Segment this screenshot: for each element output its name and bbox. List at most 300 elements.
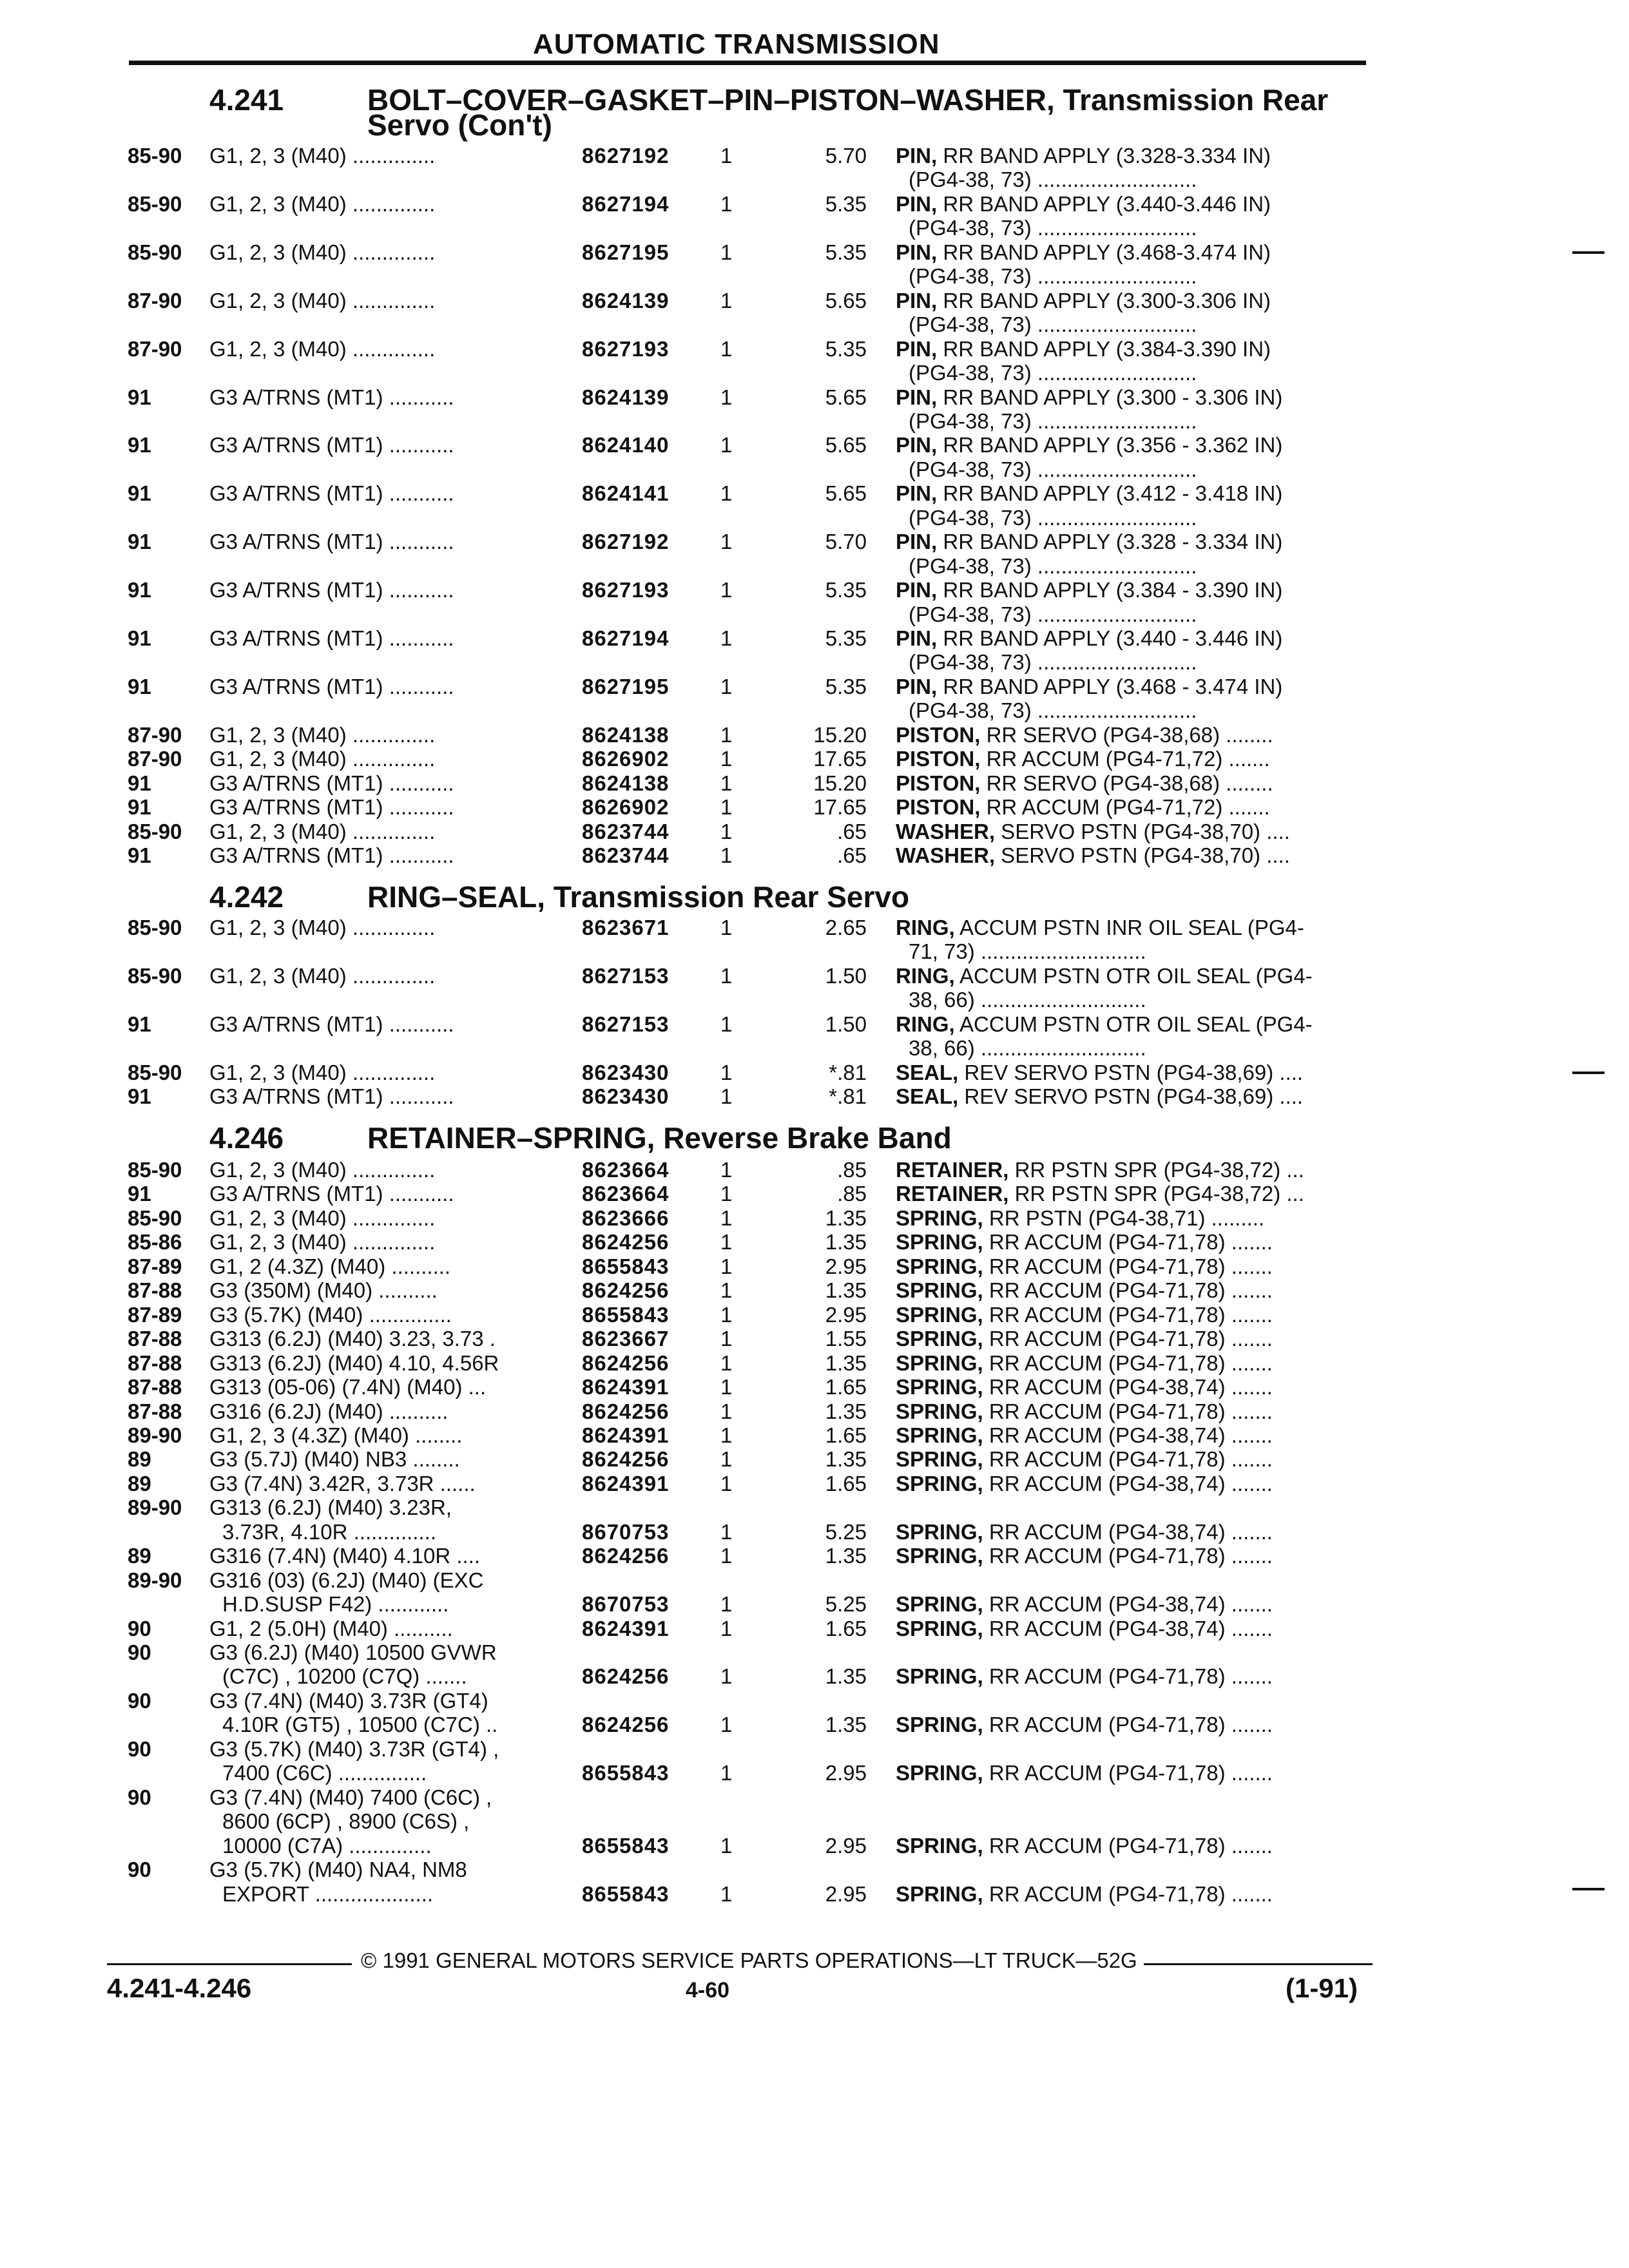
part-number: 8627153	[582, 1012, 670, 1036]
part-detail: RR ACCUM (PG4-71,78) .......	[983, 1278, 1273, 1302]
model-year: 85-90	[128, 240, 182, 264]
part-detail: RR ACCUM (PG4-71,78) .......	[983, 1761, 1273, 1785]
table-row	[0, 529, 1629, 555]
model-year: 91	[128, 385, 151, 409]
model-year: 87-90	[128, 289, 182, 312]
part-number: 8623430	[582, 1084, 670, 1108]
application-continued: 4.10R (GT5) , 10500 (C7C) ..	[222, 1713, 498, 1736]
part-number: 8623744	[582, 843, 670, 867]
table-row	[0, 1084, 1629, 1110]
model-year: 91	[128, 771, 151, 795]
part-number: 8623664	[582, 1158, 670, 1182]
part-detail: RR BAND APPLY (3.384-3.390 IN)	[937, 337, 1271, 361]
price: 5.70	[825, 144, 867, 168]
price: .65	[837, 843, 867, 867]
model-year: 87-88	[128, 1375, 182, 1399]
part-description	[896, 240, 1366, 265]
part-number: 8626902	[582, 795, 670, 819]
part-name: RING,	[896, 964, 955, 988]
table-row	[0, 649, 1629, 675]
application: G1, 2, 3 (M40) ..............	[209, 1230, 436, 1254]
quantity: 1	[720, 1206, 733, 1230]
section-title: BOLT–COVER–GASKET–PIN–PISTON–WASHER, Transmission Rear	[367, 83, 1329, 117]
margin-mark	[1572, 1888, 1605, 1890]
part-number: 8655843	[582, 1254, 670, 1278]
section-number: 4.242	[209, 880, 284, 914]
section-title: RETAINER–SPRING, Reverse Brake Band	[367, 1121, 952, 1155]
table-row	[0, 1446, 1629, 1472]
table-row	[0, 264, 1629, 289]
part-number: 8670753	[582, 1520, 670, 1544]
part-number: 8627193	[582, 337, 670, 361]
quantity: 1	[720, 771, 733, 795]
quantity: 1	[720, 1399, 733, 1423]
table-row	[0, 915, 1629, 941]
price: 1.35	[825, 1351, 867, 1375]
quantity: 1	[720, 1278, 733, 1302]
table-row	[0, 1543, 1629, 1569]
part-description-continued: (PG4-38, 73) ...........................	[909, 650, 1197, 674]
model-year: 87-88	[128, 1351, 182, 1375]
part-number: 8670753	[582, 1592, 670, 1616]
table-row	[0, 1785, 1629, 1811]
quantity: 1	[720, 289, 733, 312]
part-number: 8627195	[582, 240, 670, 264]
part-name: RETAINER,	[896, 1182, 1009, 1206]
model-year: 89-90	[128, 1495, 182, 1519]
margin-mark	[1572, 1072, 1605, 1074]
price: 2.95	[825, 1254, 867, 1278]
part-detail: RR ACCUM (PG4-71,78) .......	[983, 1303, 1273, 1327]
part-name: SPRING,	[896, 1592, 983, 1616]
price: 1.50	[825, 1012, 867, 1036]
part-description	[896, 336, 1366, 362]
price: 1.35	[825, 1544, 867, 1568]
table-row	[0, 288, 1629, 314]
application: G1, 2, 3 (M40) ..............	[209, 192, 436, 216]
table-row	[0, 577, 1629, 603]
part-detail: RR BAND APPLY (3.440-3.446 IN)	[937, 192, 1271, 216]
part-detail: RR BAND APPLY (3.468 - 3.474 IN)	[937, 675, 1283, 698]
part-description	[896, 1471, 1366, 1497]
table-row	[0, 1399, 1629, 1425]
part-detail: RR BAND APPLY (3.356 - 3.362 IN)	[937, 433, 1283, 457]
application: G3 A/TRNS (MT1) ...........	[209, 626, 454, 650]
part-detail: RR BAND APPLY (3.468-3.474 IN)	[937, 240, 1271, 264]
model-year: 85-90	[128, 192, 182, 216]
price: 2.95	[825, 1834, 867, 1858]
application: G1, 2, 3 (M40) ..............	[209, 240, 436, 264]
price: 5.35	[825, 337, 867, 361]
model-year: 87-90	[128, 747, 182, 771]
application: G3 (6.2J) (M40) 10500 GVWR	[209, 1640, 497, 1664]
part-description	[896, 1712, 1366, 1738]
price: 2.95	[825, 1761, 867, 1785]
quantity: 1	[720, 723, 733, 747]
part-detail: RR BAND APPLY (3.440 - 3.446 IN)	[937, 626, 1283, 650]
price: 5.25	[825, 1520, 867, 1544]
price: 1.35	[825, 1713, 867, 1736]
quantity: 1	[720, 1254, 733, 1278]
part-name: PIN,	[896, 578, 938, 602]
part-name: PIN,	[896, 626, 938, 650]
part-description	[896, 1399, 1366, 1425]
part-detail: RR ACCUM (PG4-38,74) .......	[983, 1472, 1273, 1495]
table-row	[0, 1157, 1629, 1183]
part-detail: RR ACCUM (PG4-38,74) .......	[983, 1520, 1273, 1544]
part-detail: RR ACCUM (PG4-71,78) .......	[983, 1447, 1273, 1471]
table-row	[0, 167, 1629, 193]
quantity: 1	[720, 530, 733, 553]
model-year: 85-90	[128, 1158, 182, 1182]
section-number: 4.241	[209, 83, 284, 117]
part-description	[896, 1543, 1366, 1569]
part-description-continued: (PG4-38, 73) ...........................	[909, 168, 1197, 191]
table-row	[0, 215, 1629, 241]
table-row	[0, 939, 1629, 965]
model-year: 87-90	[128, 723, 182, 747]
model-year: 87-89	[128, 1254, 182, 1278]
price: 1.35	[825, 1447, 867, 1471]
table-row	[0, 674, 1629, 700]
part-description	[896, 1084, 1366, 1110]
part-detail: RR BAND APPLY (3.300-3.306 IN)	[937, 289, 1271, 312]
model-year: 85-86	[128, 1230, 182, 1254]
price: 1.65	[825, 1423, 867, 1447]
part-number: 8624256	[582, 1544, 670, 1568]
price: 5.25	[825, 1592, 867, 1616]
quantity: 1	[720, 1882, 733, 1906]
application-continued: 3.73R, 4.10R ..............	[222, 1520, 436, 1544]
part-name: PIN,	[896, 675, 938, 698]
application-continued: (C7C) , 10200 (C7Q) .......	[222, 1664, 467, 1688]
part-detail: RR ACCUM (PG4-38,74) .......	[983, 1375, 1273, 1399]
price: 5.35	[825, 240, 867, 264]
quantity: 1	[720, 843, 733, 867]
quantity: 1	[720, 1520, 733, 1544]
price: 1.65	[825, 1617, 867, 1640]
part-description	[896, 626, 1366, 651]
table-row	[0, 360, 1629, 386]
quantity: 1	[720, 1472, 733, 1495]
part-name: SPRING,	[896, 1617, 983, 1640]
table-row	[0, 1760, 1629, 1786]
part-description-continued: 38, 66) ............................	[909, 1036, 1146, 1060]
footer-date: (1-91)	[1286, 1973, 1358, 2003]
model-year: 85-90	[128, 1061, 182, 1084]
table-row	[0, 1471, 1629, 1497]
part-name: RING,	[896, 916, 955, 939]
part-number: 8624138	[582, 723, 670, 747]
quantity: 1	[720, 1834, 733, 1858]
part-description	[896, 191, 1366, 217]
table-row	[0, 963, 1629, 989]
part-name: SEAL,	[896, 1084, 959, 1108]
application: G1, 2, 3 (M40) ..............	[209, 964, 436, 988]
table-row	[0, 1326, 1629, 1352]
price: .85	[837, 1158, 867, 1182]
price: 1.50	[825, 964, 867, 988]
part-number: 8623671	[582, 916, 670, 939]
price: 1.65	[825, 1375, 867, 1399]
model-year: 91	[128, 795, 151, 819]
table-row	[0, 481, 1629, 506]
part-detail: RR BAND APPLY (3.412 - 3.418 IN)	[937, 481, 1283, 505]
model-year: 87-89	[128, 1303, 182, 1327]
part-detail: RR PSTN (PG4-38,71) .........	[983, 1206, 1265, 1230]
part-number: 8624391	[582, 1617, 670, 1640]
part-number: 8624138	[582, 771, 670, 795]
price: .85	[837, 1182, 867, 1206]
part-name: SPRING,	[896, 1327, 983, 1350]
part-description-continued: (PG4-38, 73) ...........................	[909, 409, 1197, 433]
part-description	[896, 843, 1366, 869]
part-name: PIN,	[896, 530, 938, 553]
price: *.81	[829, 1084, 867, 1108]
table-row	[0, 432, 1629, 458]
price: *.81	[829, 1061, 867, 1084]
table-row	[0, 553, 1629, 579]
table-row	[0, 385, 1629, 410]
application: G3 A/TRNS (MT1) ...........	[209, 843, 454, 867]
quantity: 1	[720, 747, 733, 771]
model-year: 87-88	[128, 1278, 182, 1302]
margin-mark	[1572, 251, 1605, 254]
application-continued: 10000 (C7A) ..............	[222, 1834, 432, 1858]
part-description	[896, 1157, 1366, 1183]
model-year: 90	[128, 1737, 151, 1761]
price: 1.55	[825, 1327, 867, 1350]
part-name: SPRING,	[896, 1834, 983, 1858]
part-name: PIN,	[896, 289, 938, 312]
part-description	[896, 771, 1366, 796]
part-name: WASHER,	[896, 820, 996, 843]
price: 17.65	[813, 795, 867, 819]
table-row	[0, 1519, 1629, 1545]
table-row	[0, 457, 1629, 483]
application: G1, 2, 3 (M40) ..............	[209, 1158, 436, 1182]
price: 5.65	[825, 481, 867, 505]
part-detail: RR ACCUM (PG4-71,78) .......	[983, 1834, 1273, 1858]
part-detail: RR BAND APPLY (3.328-3.334 IN)	[937, 144, 1271, 168]
table-row	[0, 408, 1629, 434]
part-name: PIN,	[896, 433, 938, 457]
model-year: 89	[128, 1447, 151, 1471]
table-row	[0, 1423, 1629, 1448]
quantity: 1	[720, 1617, 733, 1640]
part-number: 8627153	[582, 964, 670, 988]
part-description	[896, 385, 1366, 410]
part-number: 8624140	[582, 433, 670, 457]
part-number: 8623664	[582, 1182, 670, 1206]
quantity: 1	[720, 1158, 733, 1182]
top-rule	[129, 61, 1366, 65]
part-name: SPRING,	[896, 1447, 983, 1471]
quantity: 1	[720, 481, 733, 505]
part-name: SPRING,	[896, 1882, 983, 1906]
part-name: SPRING,	[896, 1206, 983, 1230]
part-name: PISTON,	[896, 747, 981, 771]
part-detail: RR SERVO (PG4-38,68) ........	[980, 771, 1273, 795]
price: 1.65	[825, 1472, 867, 1495]
application: G1, 2, 3 (M40) ..............	[209, 916, 436, 939]
model-year: 91	[128, 530, 151, 553]
part-description	[896, 746, 1366, 772]
part-description-continued: 71, 73) ............................	[909, 939, 1146, 963]
part-description-continued: (PG4-38, 73) ...........................	[909, 312, 1197, 336]
quantity: 1	[720, 795, 733, 819]
quantity: 1	[720, 1423, 733, 1447]
table-row	[0, 1060, 1629, 1086]
part-description	[896, 1760, 1366, 1786]
table-row	[0, 240, 1629, 265]
part-description	[896, 674, 1366, 700]
price: 2.95	[825, 1303, 867, 1327]
table-row	[0, 1012, 1629, 1037]
part-name: SPRING,	[896, 1664, 983, 1688]
table-row	[0, 1568, 1629, 1593]
application: G3 (5.7K) (M40) 3.73R (GT4) ,	[209, 1737, 499, 1761]
part-description	[896, 1181, 1366, 1207]
application: G313 (6.2J) (M40) 3.23R,	[209, 1495, 452, 1519]
quantity: 1	[720, 1375, 733, 1399]
application: G3 (7.4N) 3.42R, 3.73R ......	[209, 1472, 476, 1495]
table-row	[0, 1809, 1629, 1834]
part-number: 8627192	[582, 530, 670, 553]
quantity: 1	[720, 1327, 733, 1350]
part-name: SPRING,	[896, 1230, 983, 1254]
table-row	[0, 336, 1629, 362]
part-detail: RR ACCUM (PG4-71,78) .......	[983, 1713, 1273, 1736]
price: 5.35	[825, 578, 867, 602]
part-description	[896, 794, 1366, 820]
part-name: SPRING,	[896, 1520, 983, 1544]
application: G316 (03) (6.2J) (M40) (EXC	[209, 1568, 484, 1592]
price: 1.35	[825, 1206, 867, 1230]
part-detail: RR ACCUM (PG4-71,78) .......	[983, 1230, 1273, 1254]
table-row	[0, 191, 1629, 217]
quantity: 1	[720, 1084, 733, 1108]
model-year: 90	[128, 1858, 151, 1881]
part-detail: RR ACCUM (PG4-71,78) .......	[983, 1544, 1273, 1568]
model-year: 90	[128, 1785, 151, 1809]
part-number: 8624256	[582, 1447, 670, 1471]
quantity: 1	[720, 675, 733, 698]
footer-rule-left	[107, 1963, 352, 1965]
model-year: 91	[128, 481, 151, 505]
part-description	[896, 1302, 1366, 1328]
part-number: 8655843	[582, 1303, 670, 1327]
part-name: SPRING,	[896, 1399, 983, 1423]
part-description	[896, 1423, 1366, 1448]
application-continued: EXPORT ....................	[222, 1882, 434, 1906]
application: G313 (05-06) (7.4N) (M40) ...	[209, 1375, 487, 1399]
model-year: 85-90	[128, 820, 182, 843]
part-description	[896, 1833, 1366, 1859]
quantity: 1	[720, 1303, 733, 1327]
application: G1, 2, 3 (M40) ..............	[209, 820, 436, 843]
model-year: 85-90	[128, 1206, 182, 1230]
model-year: 87-90	[128, 337, 182, 361]
table-row	[0, 505, 1629, 531]
application: G3 A/TRNS (MT1) ...........	[209, 530, 454, 553]
application: G3 A/TRNS (MT1) ...........	[209, 675, 454, 698]
model-year: 87-88	[128, 1399, 182, 1423]
price: 17.65	[813, 747, 867, 771]
part-description-continued: (PG4-38, 73) ...........................	[909, 602, 1197, 626]
table-row	[0, 1616, 1629, 1642]
table-row	[0, 1302, 1629, 1328]
table-row	[0, 1229, 1629, 1255]
application-continued: 8600 (6CP) , 8900 (C6S) ,	[222, 1809, 470, 1833]
part-name: SPRING,	[896, 1472, 983, 1495]
part-description	[896, 1206, 1366, 1231]
part-detail: RR ACCUM (PG4-71,78) .......	[983, 1399, 1273, 1423]
part-description-continued: (PG4-38, 73) ...........................	[909, 554, 1197, 578]
quantity: 1	[720, 1061, 733, 1084]
part-detail: RR PSTN SPR (PG4-38,72) ...	[1008, 1182, 1304, 1206]
part-number: 8655843	[582, 1882, 670, 1906]
part-detail: RR ACCUM (PG4-71,78) .......	[983, 1351, 1273, 1375]
quantity: 1	[720, 1351, 733, 1375]
part-number: 8624256	[582, 1713, 670, 1736]
part-detail: RR BAND APPLY (3.328 - 3.334 IN)	[937, 530, 1283, 553]
part-description	[896, 288, 1366, 314]
table-row	[0, 1881, 1629, 1907]
part-detail: RR ACCUM (PG4-38,74) .......	[983, 1592, 1273, 1616]
part-name: WASHER,	[896, 843, 996, 867]
application: G316 (7.4N) (M40) 4.10R ....	[209, 1544, 480, 1568]
part-number: 8624256	[582, 1230, 670, 1254]
part-name: PISTON,	[896, 771, 981, 795]
model-year: 91	[128, 626, 151, 650]
application: G3 A/TRNS (MT1) ...........	[209, 1182, 454, 1206]
table-row	[0, 1833, 1629, 1859]
part-number: 8624256	[582, 1351, 670, 1375]
quantity: 1	[720, 626, 733, 650]
model-year: 85-90	[128, 144, 182, 168]
application-continued: H.D.SUSP F42) ............	[222, 1592, 449, 1616]
application: G3 (5.7K) (M40) ..............	[209, 1303, 452, 1327]
part-number: 8623430	[582, 1061, 670, 1084]
part-description	[896, 1012, 1366, 1037]
table-row	[0, 843, 1629, 869]
part-description	[896, 722, 1366, 748]
application: G1, 2, 3 (M40) ..............	[209, 289, 436, 312]
part-number: 8627194	[582, 626, 670, 650]
part-detail: SERVO PSTN (PG4-38,70) ....	[995, 820, 1290, 843]
model-year: 89-90	[128, 1568, 182, 1592]
footer-page-number: 4-60	[686, 1978, 730, 2003]
price: 1.35	[825, 1399, 867, 1423]
part-number: 8624256	[582, 1399, 670, 1423]
part-number: 8624256	[582, 1664, 670, 1688]
application: G3 A/TRNS (MT1) ...........	[209, 1084, 454, 1108]
model-year: 91	[128, 433, 151, 457]
part-description	[896, 963, 1366, 989]
application: G3 (5.7J) (M40) NB3 ........	[209, 1447, 460, 1471]
part-description	[896, 1519, 1366, 1545]
part-number: 8623744	[582, 820, 670, 843]
application: G3 A/TRNS (MT1) ...........	[209, 771, 454, 795]
model-year: 91	[128, 843, 151, 867]
part-detail: ACCUM PSTN INR OIL SEAL (PG4-	[954, 916, 1304, 939]
part-description	[896, 915, 1366, 941]
application: G1, 2, 3 (M40) ..............	[209, 337, 436, 361]
table-row	[0, 1181, 1629, 1207]
part-name: PIN,	[896, 192, 938, 216]
quantity: 1	[720, 1544, 733, 1568]
